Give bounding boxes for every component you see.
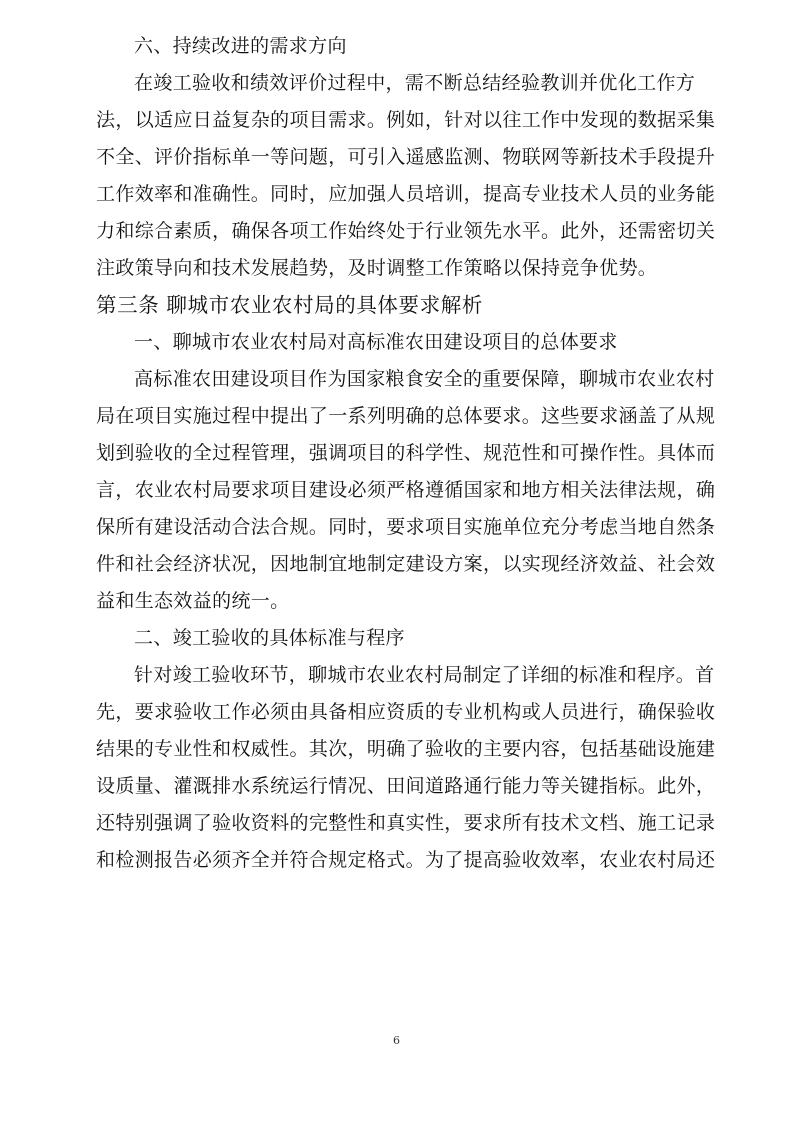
paragraph-line: 保所有建设活动合法合规。同时，要求项目实施单位充分考虑当地自然条 — [96, 516, 716, 538]
paragraph-line: 先，要求验收工作必须由具备相应资质的专业机构或人员进行，确保验收 — [96, 701, 716, 723]
subsection-heading-acceptance-standards: 二、竣工验收的具体标准与程序 — [134, 627, 405, 649]
subsection-heading-overall-requirements: 一、聊城市农业农村局对高标准农田建设项目的总体要求 — [134, 331, 618, 353]
paragraph-line: 设质量、灌溉排水系统运行情况、田间道路通行能力等关键指标。此外， — [96, 775, 716, 797]
paragraph-line: 件和社会经济状况，因地制宜地制定建设方案，以实现经济效益、社会效 — [96, 553, 716, 575]
paragraph-line: 工作效率和准确性。同时，应加强人员培训，提高专业技术人员的业务能 — [96, 183, 716, 205]
page-body — [96, 28, 716, 879]
section-heading-continuous-improvement: 六、持续改进的需求方向 — [134, 35, 347, 57]
paragraph-line: 在竣工验收和绩效评价过程中，需不断总结经验教训并优化工作方 — [134, 72, 696, 94]
paragraph-line: 言，农业农村局要求项目建设必须严格遵循国家和地方相关法律法规，确 — [96, 479, 716, 501]
paragraph-line: 高标准农田建设项目作为国家粮食安全的重要保障，聊城市农业农村 — [134, 368, 715, 390]
page-number: 6 — [393, 1034, 400, 1047]
paragraph-line: 还特别强调了验收资料的完整性和真实性，要求所有技术文档、施工记录 — [96, 812, 716, 834]
paragraph-line: 结果的专业性和权威性。其次，明确了验收的主要内容，包括基础设施建 — [96, 738, 716, 760]
paragraph-line: 针对竣工验收环节，聊城市农业农村局制定了详细的标准和程序。首 — [134, 664, 715, 686]
paragraph-line: 和检测报告必须齐全并符合规定格式。为了提高验收效率，农业农村局还 — [96, 849, 716, 871]
paragraph-line: 力和综合素质，确保各项工作始终处于行业领先水平。此外，还需密切关 — [96, 220, 716, 242]
article-heading: 第三条 聊城市农业农村局的具体要求解析 — [96, 293, 483, 317]
paragraph-line: 划到验收的全过程管理，强调项目的科学性、规范性和可操作性。具体而 — [96, 442, 716, 464]
paragraph-line: 不全、评价指标单一等问题，可引入遥感监测、物联网等新技术手段提升 — [96, 146, 716, 168]
paragraph-line: 注政策导向和技术发展趋势，及时调整工作策略以保持竞争优势。 — [96, 257, 658, 279]
paragraph-line: 益和生态效益的统一。 — [96, 590, 290, 612]
paragraph-line: 法，以适应日益复杂的项目需求。例如，针对以往工作中发现的数据采集 — [96, 109, 716, 131]
paragraph-line: 局在项目实施过程中提出了一系列明确的总体要求。这些要求涵盖了从规 — [96, 405, 716, 427]
